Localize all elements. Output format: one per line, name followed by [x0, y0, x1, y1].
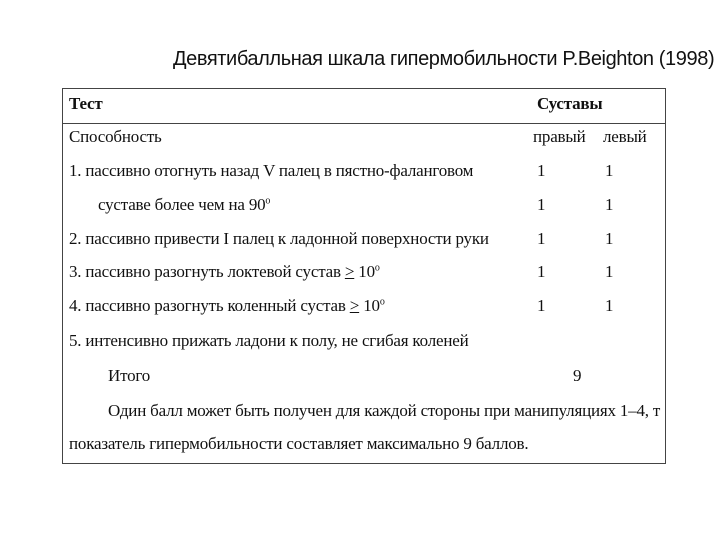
- table-row-left: 1: [605, 229, 614, 248]
- table-row-right: 1: [537, 229, 546, 248]
- table-row-left: 1: [605, 195, 614, 214]
- table-row-right: 1: [537, 161, 546, 180]
- table-row-text: суставе более чем на $90^о$: [98, 195, 271, 214]
- table-row-text: 5. интенсивно прижать ладони к полу, не сгибая коленей: [69, 331, 469, 350]
- table-row-right: 1: [537, 195, 546, 214]
- table-row-left: 1: [605, 161, 614, 180]
- header-test: Тест: [69, 94, 103, 113]
- subheader-ability: Способность: [69, 127, 162, 146]
- table-row-text: 4. пассивно разогнуть коленный сустав > $10^о$: [69, 296, 385, 315]
- page-title: Девятибалльная шкала гипермобильности P.Beighton (1998): [173, 48, 715, 70]
- note-line-1: Один балл может быть получен для каждой стороны при манипуляциях 1–4, т: [108, 401, 661, 420]
- beighton-table: [62, 88, 666, 464]
- total-value: 9: [573, 366, 582, 385]
- total-label: Итого: [108, 366, 151, 385]
- table-row-right: 1: [537, 296, 546, 315]
- header-divider: [63, 123, 665, 124]
- subheader-right: правый: [533, 127, 586, 146]
- table-row-right: 1: [537, 262, 546, 281]
- table-row-text: 2. пассивно привести I палец к ладонной поверхности руки: [69, 229, 489, 248]
- table-row-text: 3. пассивно разогнуть локтевой сустав > $10^о$: [69, 262, 380, 281]
- header-joints: Суставы: [537, 94, 603, 113]
- note-line-2: показатель гипермобильности составляет максимально 9 баллов.: [69, 434, 529, 453]
- table-row-left: 1: [605, 262, 614, 281]
- table-row-left: 1: [605, 296, 614, 315]
- subheader-left: левый: [603, 127, 647, 146]
- table-row-text: 1. пассивно отогнуть назад V палец в пястно-фаланговом: [69, 161, 474, 180]
